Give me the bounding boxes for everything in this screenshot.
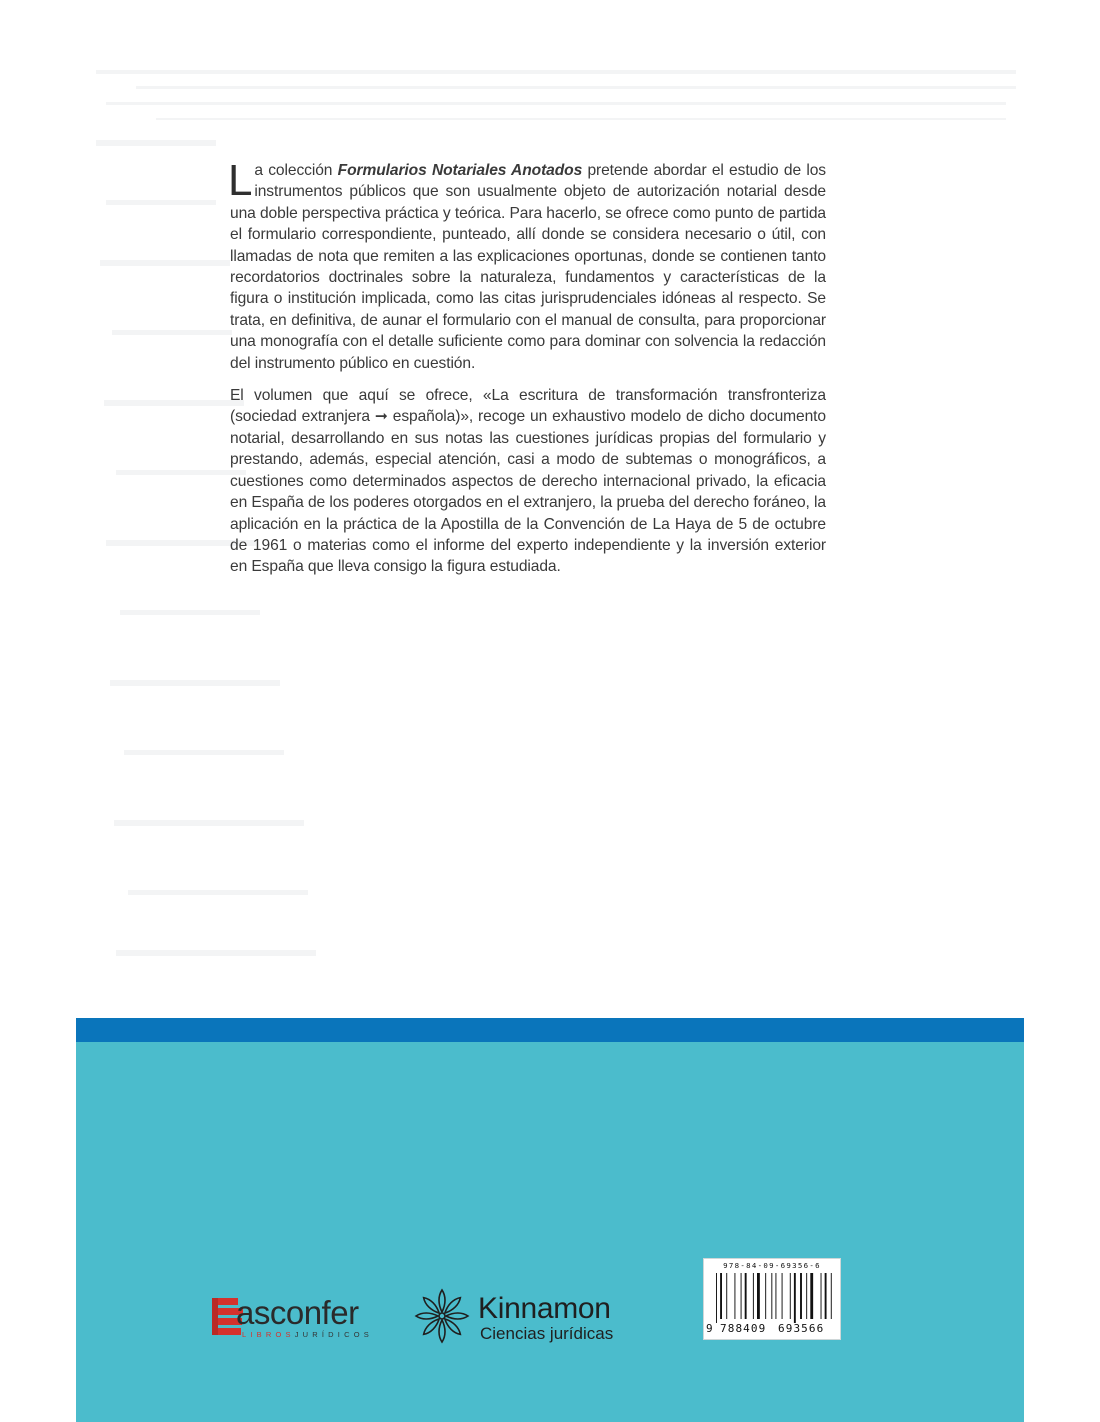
back-cover [76, 0, 1024, 1422]
barcode-bar [720, 1273, 722, 1319]
basconfer-subtitle-red: LIBROS [242, 1330, 295, 1339]
barcode-bar [825, 1273, 827, 1319]
barcode-bar [794, 1273, 796, 1323]
barcode-bar [821, 1273, 822, 1319]
isbn-barcode [703, 1258, 841, 1340]
kinnamon-logo [414, 1288, 634, 1348]
teal-panel [76, 1042, 1024, 1422]
isbn-text: 978-84-09-69356-6 [723, 1261, 821, 1270]
barcode-bar [753, 1273, 754, 1319]
barcode-bar [716, 1273, 717, 1323]
drop-cap: L [228, 156, 253, 205]
paragraph-collection [228, 156, 826, 374]
barcode-bar [771, 1273, 772, 1319]
isbn-group-1: 788409 [720, 1322, 767, 1335]
barcode-bar [775, 1273, 776, 1319]
basconfer-logo [212, 1296, 402, 1338]
isbn-lead-digit: 9 [706, 1322, 713, 1335]
kinnamon-name: Kinnamon [478, 1292, 611, 1325]
isbn-group-2: 693566 [778, 1322, 825, 1335]
blurb-text [228, 156, 826, 589]
blue-band [76, 1018, 1024, 1042]
paragraph-1-rest: pretende abordar el estudio de los instrumentos públicos que son usualmente objeto de autorización notarial desde una doble perspectiva práctica y teórica. Para hacerlo, se ofrece como punto de partida el formulario correspondiente, punteado, allí donde se considera necesario o útil, con llamadas de nota que remiten a las explicaciones oportunas, donde se contienen tanto recordatorios doctrinales sobre la naturaleza, fundamentos y características de la figura o institución implicada, como las citas jurisprudenciales idóneas al respecto. Se trata, en definitiva, de aunar el formulario con el manual de consulta, para proporcionar una monografía con el detalle suficiente como para dominar con solvencia la redacción del instrumento público en cuestión. [230, 162, 826, 372]
collection-title: Formularios Notariales Anotados [337, 162, 583, 179]
barcode-bar [810, 1273, 813, 1319]
kinnamon-subtitle: Ciencias jurídicas [480, 1324, 614, 1343]
basconfer-name: asconfer [236, 1294, 359, 1331]
barcode-bar [806, 1273, 807, 1319]
barcode-bar [745, 1273, 747, 1319]
barcode-bar [765, 1273, 766, 1319]
barcode-bar [782, 1273, 783, 1319]
barcode-bar [757, 1273, 760, 1319]
paragraph-volume: El volumen que aquí se ofrece, «La escritura de transformación transfronteriza (sociedad extranjera ➞ española)», recoge un exhaustivo modelo de dicho documento notarial, desarrollando en sus notas las cuestiones jurídicas propias del formulario y prestando, además, especial atención, casi a modo de subtemas o monográficos, a cuestiones como determinados aspectos de derecho internacional privado, la eficacia en España de los poderes otorgados en el extranjero, la prueba del derecho foráneo, la aplicación en la práctica de la Apostilla de la Convención de La Haya de 5 de octubre de 1961 o materias como el informe del experto independiente y la inversión exterior en España que lleva consigo la figura estudiada. [230, 387, 826, 576]
barcode-bar [726, 1273, 727, 1319]
basconfer-subtitle-rest: JURÍDICOS [294, 1330, 373, 1339]
barcode-bar [741, 1273, 742, 1319]
barcode-bar [800, 1273, 802, 1319]
basconfer-subtitle [242, 1330, 373, 1339]
barcode-bar [790, 1273, 791, 1319]
barcode-bar [734, 1273, 735, 1319]
star-anise-icon [414, 1288, 470, 1344]
paragraph-1-start: a colección [254, 162, 338, 179]
barcode-bar [831, 1273, 832, 1319]
barcode-bars [704, 1271, 840, 1323]
